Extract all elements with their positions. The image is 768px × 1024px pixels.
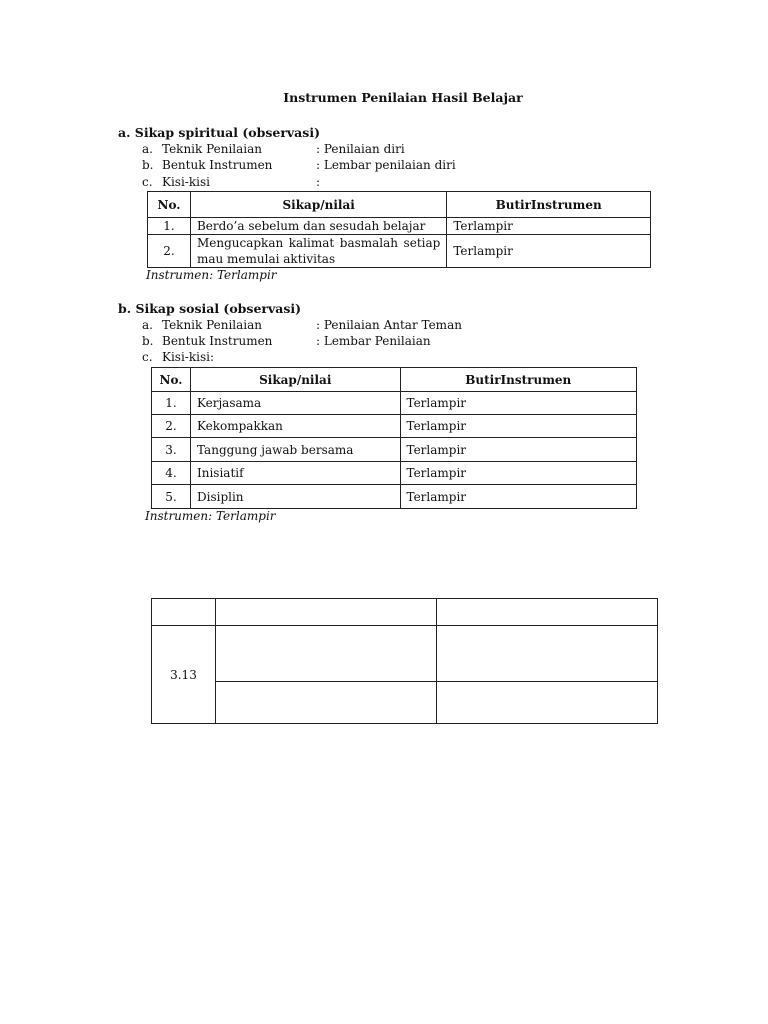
- section-b-item-letter: c.: [142, 350, 153, 364]
- empty-cell: [215, 599, 437, 626]
- table-row: [152, 462, 637, 485]
- section-a-item-letter: c.: [142, 175, 153, 189]
- section-a-item-value: :: [316, 175, 321, 189]
- empty-cell: [152, 599, 216, 626]
- section-a-note: Instrumen: Terlampir: [146, 268, 277, 282]
- cell-butir: Terlampir: [400, 462, 637, 485]
- cell-sikap: Mengucapkan kalimat basmalah setiap mau memulai aktivitas: [190, 235, 446, 268]
- section-a-item-label: Bentuk Instrumen: [162, 158, 273, 172]
- table-row: [148, 218, 651, 235]
- spiritual-kisi-table: [147, 191, 651, 268]
- section-b-item-label: Bentuk Instrumen: [162, 334, 273, 348]
- header-sikap: Sikap/nilai: [190, 192, 446, 218]
- cell-butir: Terlampir: [400, 438, 637, 462]
- cell-no: 5.: [152, 485, 191, 509]
- table-row: [152, 415, 637, 438]
- section-b-heading: b. Sikap sosial (observasi): [118, 301, 302, 316]
- section-b-item-label: Teknik Penilaian: [162, 318, 263, 332]
- sosial-kisi-table: [151, 367, 637, 509]
- section-b-item-value: : Lembar Penilaian: [316, 334, 431, 348]
- table-row: [152, 438, 637, 462]
- cell-sikap: Disiplin: [190, 485, 400, 509]
- cell-no: 2.: [148, 235, 191, 268]
- section-a-item-label: Kisi-kisi: [162, 175, 210, 189]
- cell-no: 1.: [152, 392, 191, 415]
- table-header-row: [152, 599, 658, 626]
- cell-sikap: Kerjasama: [190, 392, 400, 415]
- table-row: [152, 485, 637, 509]
- cell-no: 3.: [152, 438, 191, 462]
- header-no: No.: [152, 368, 191, 392]
- kd-number-cell: 3.13: [152, 626, 216, 724]
- cell-butir: Terlampir: [447, 235, 651, 268]
- kd-table: [151, 598, 658, 724]
- header-no: No.: [148, 192, 191, 218]
- cell-no: 2.: [152, 415, 191, 438]
- cell-butir: Terlampir: [400, 415, 637, 438]
- header-butir: ButirInstrumen: [400, 368, 637, 392]
- table-row: [152, 682, 658, 724]
- section-a-item-label: Teknik Penilaian: [162, 142, 263, 156]
- cell-no: 4.: [152, 462, 191, 485]
- table-row: [148, 235, 651, 268]
- table-header-row: [152, 368, 637, 392]
- section-b-item-letter: a.: [142, 318, 153, 332]
- cell-sikap: Kekompakkan: [190, 415, 400, 438]
- section-b-note: Instrumen: Terlampir: [145, 509, 276, 523]
- table-row: [152, 626, 658, 682]
- section-a-item-letter: a.: [142, 142, 153, 156]
- cell-no: 1.: [148, 218, 191, 235]
- empty-cell: [437, 599, 658, 626]
- empty-cell: [215, 682, 437, 724]
- section-b-item-value: : Penilaian Antar Teman: [316, 318, 462, 332]
- cell-butir: Terlampir: [400, 392, 637, 415]
- cell-sikap: Berdo’a sebelum dan sesudah belajar: [190, 218, 446, 235]
- section-a-item-value: : Penilaian diri: [316, 142, 405, 156]
- section-b-item-letter: b.: [142, 334, 154, 348]
- empty-cell: [215, 626, 437, 682]
- empty-cell: [437, 626, 658, 682]
- header-sikap: Sikap/nilai: [190, 368, 400, 392]
- table-header-row: [148, 192, 651, 218]
- cell-sikap: Inisiatif: [190, 462, 400, 485]
- page-title: Instrumen Penilaian Hasil Belajar: [283, 90, 523, 105]
- section-b-item-label: Kisi-kisi:: [162, 350, 215, 364]
- cell-butir: Terlampir: [447, 218, 651, 235]
- header-butir: ButirInstrumen: [447, 192, 651, 218]
- table-row: [152, 392, 637, 415]
- section-a-heading: a. Sikap spiritual (observasi): [118, 125, 320, 140]
- empty-cell: [437, 682, 658, 724]
- section-a-item-value: : Lembar penilaian diri: [316, 158, 456, 172]
- cell-sikap: Tanggung jawab bersama: [190, 438, 400, 462]
- section-a-item-letter: b.: [142, 158, 154, 172]
- cell-butir: Terlampir: [400, 485, 637, 509]
